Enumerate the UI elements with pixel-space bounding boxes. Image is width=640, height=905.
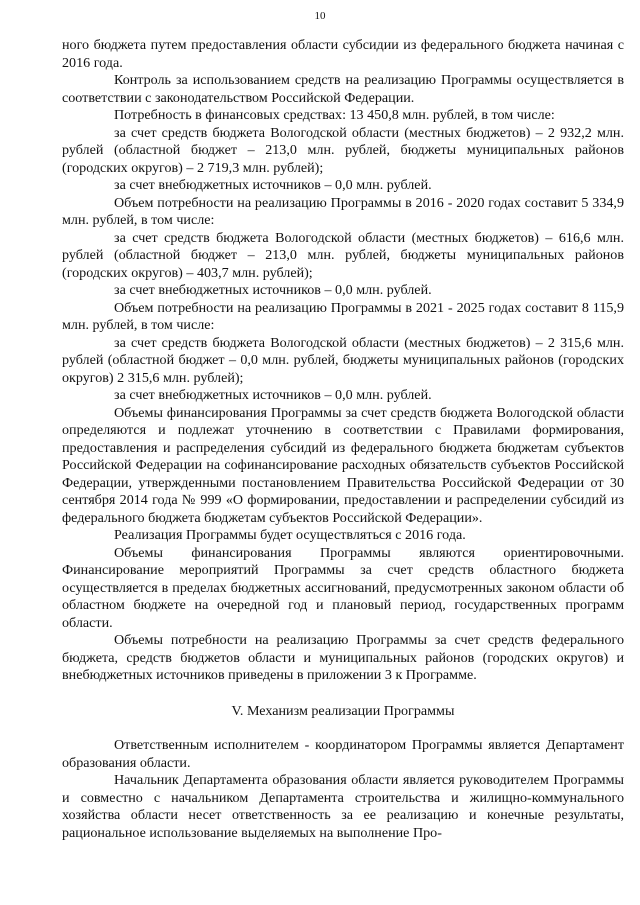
page-number: 10 <box>314 10 326 22</box>
section-heading: V. Механизм реализации Программы <box>231 702 455 719</box>
paragraph-responsible-executor: Ответственным исполнителем - координатором Программы является Департамент образования области. <box>62 737 624 771</box>
paragraph-extrabudgetary-2021-2025: за счет внебюджетных источников – 0,0 млн. рублей. <box>114 387 432 403</box>
document-body <box>62 37 624 842</box>
paragraph-control: Контроль за использованием средств на реализацию Программы осуществляется в соответствии с законодательством Российской Федерации. <box>62 72 624 106</box>
paragraph-need-2016-2020: Объем потребности на реализацию Программы в 2016 - 2020 годах составит 5 334,9 млн. рублей, в том числе: <box>62 194 624 228</box>
paragraph-program-head: Начальник Департамента образования области является руководителем Программы и совместно с начальником Департамента строительства и жилищно-коммунального хозяйства области несет ответственность за ее реализацию и конечные результаты, рациональное использование выделяемых на выполнение Про- <box>62 772 624 841</box>
paragraph-total-need: Потребность в финансовых средствах: 13 450,8 млн. рублей, в том числе: <box>114 107 555 123</box>
paragraph-regional-budget-total: за счет средств бюджета Вологодской области (местных бюджетов) – 2 932,2 млн. рублей (областной бюджет – 213,0 млн. рублей, бюджеты муниципальных районов (городских округов) – 2 719,3 млн. рублей); <box>62 124 624 176</box>
paragraph-continuation: ного бюджета путем предоставления области субсидии из федерального бюджета начиная с 2016 года. <box>62 37 624 71</box>
paragraph-extrabudgetary-2016-2020: за счет внебюджетных источников – 0,0 млн. рублей. <box>114 282 432 298</box>
paragraph-implementation-start: Реализация Программы будет осуществляться с 2016 года. <box>114 527 466 543</box>
paragraph-financing-rules: Объемы финансирования Программы за счет средств бюджета Вологодской области определяются и подлежат уточнению в соответствии с Правилами формирования, предоставления и распределения субсидий из федерального бюджета бюджетам субъектов Российской Федерации на софинансирование расходных обязательств субъектов Российской Федерации, утвержденными постановлением Правительства Российской Федерации от 30 сентября 2014 года № 999 «О формировании, предоставлении и распределении субсидий из федерального бюджета бюджетам субъектов Российской Федерации». <box>62 404 624 526</box>
paragraph-regional-budget-2021-2025: за счет средств бюджета Вологодской области (местных бюджетов) – 2 315,6 млн. рублей (областной бюджет – 0,0 млн. рублей, бюджеты муниципальных районов (городских округов) 2 315,6 млн. рублей); <box>62 334 624 386</box>
paragraph-indicative-financing: Объемы финансирования Программы являются ориентировочными. Финансирование мероприятий Программы за счет средств областного бюджета осуществляется в пределах бюджетных ассигнований, предусмотренных законом области об областном бюджете на очередной год и плановый период, государственных программ области. <box>62 544 624 631</box>
paragraph-need-2021-2025: Объем потребности на реализацию Программы в 2021 - 2025 годах составит 8 115,9 млн. рублей, в том числе: <box>62 299 624 333</box>
paragraph-regional-budget-2016-2020: за счет средств бюджета Вологодской области (местных бюджетов) – 616,6 млн. рублей (областной бюджет – 213,0 млн. рублей, бюджеты муниципальных районов (городских округов) – 403,7 млн. рублей); <box>62 229 624 281</box>
paragraph-extrabudgetary-total: за счет внебюджетных источников – 0,0 млн. рублей. <box>114 177 432 193</box>
paragraph-appendix-reference: Объемы потребности на реализацию Программы за счет средств федерального бюджета, средств бюджетов области и муниципальных районов (городских округов) и внебюджетных источников приведены в приложении 3 к Программе. <box>62 632 624 683</box>
